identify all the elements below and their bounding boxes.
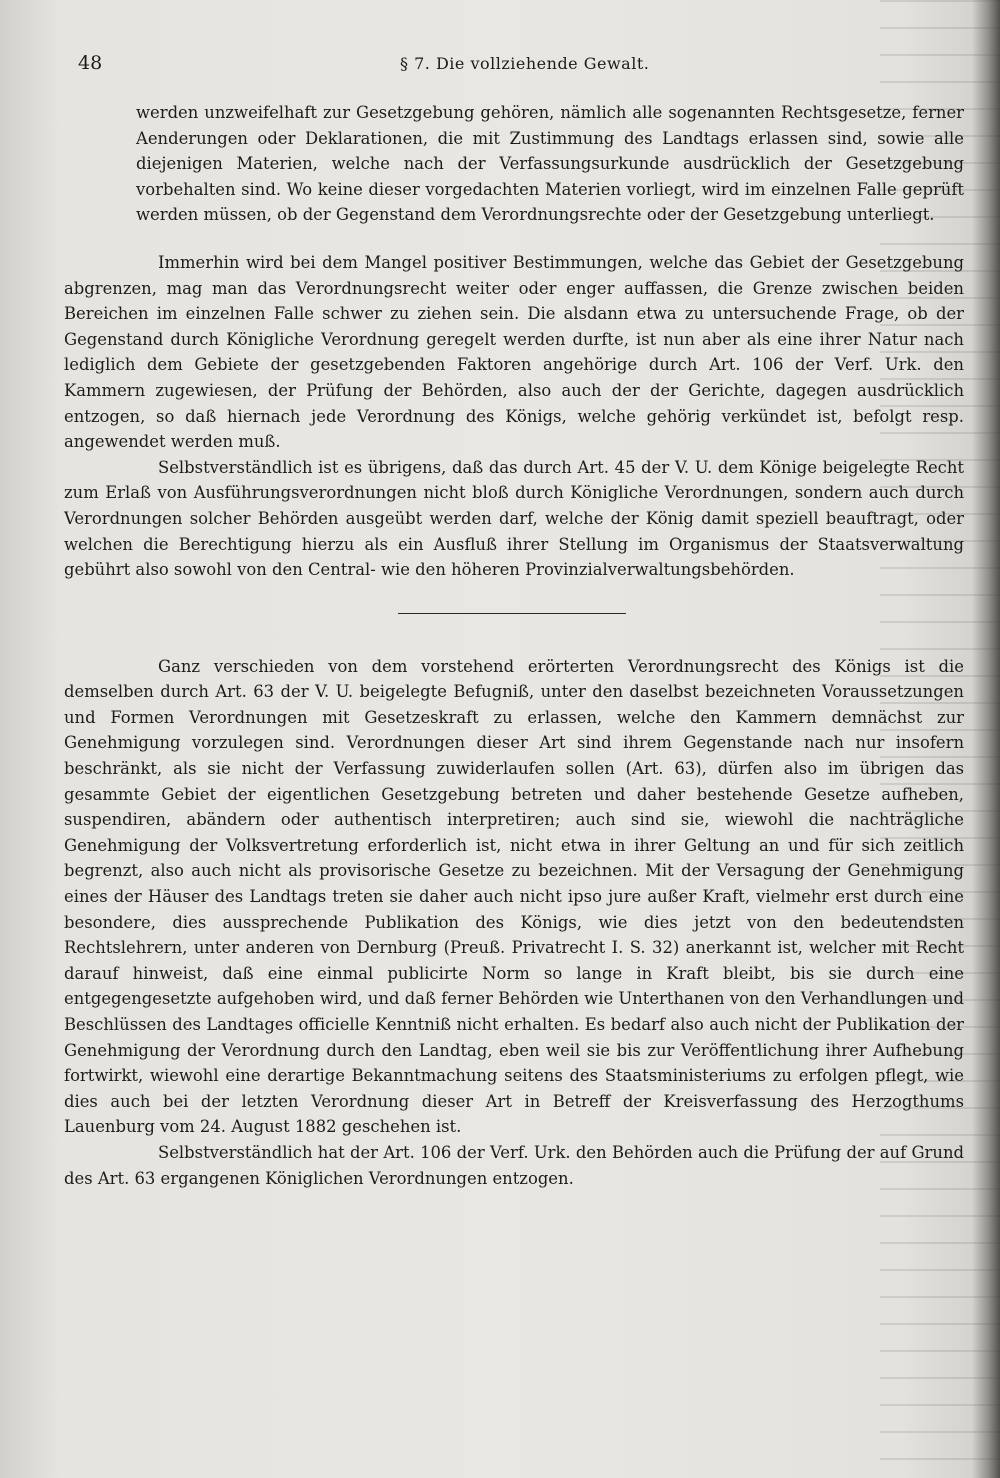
body-text	[64, 100, 964, 1191]
paragraph-continued: werden unzweifelhaft zur Gesetzgebung gehören, nämlich alle sogenannten Rechtsgesetze, ferner Aenderungen oder Deklarationen, die mit Zustimmung des Landtags erlassen sind, sowie alle diejenigen Materien, welche nach der Verfassungsurkunde ausdrücklich der Gesetzgebung vorbehalten sind. Wo keine dieser vorgedachten Materien vorliegt, wird im einzelnen Falle geprüft werden müssen, ob der Gegenstand dem Verordnungsrechte oder der Gesetzgebung unterliegt.	[136, 103, 964, 225]
paragraph: Selbstverständlich hat der Art. 106 der Verf. Urk. den Behörden auch die Prüfung der auf Grund des Art. 63 ergangenen Königlichen Verordnungen entzogen.	[64, 1142, 964, 1188]
page-gutter-shadow	[972, 0, 1000, 1478]
section-divider	[398, 613, 626, 614]
paragraph: Immerhin wird bei dem Mangel positiver Bestimmungen, welche das Gebiet der Gesetzgebung abgrenzen, mag man das Verordnungsrecht weiter oder enger auffassen, die Grenze zwischen beiden Bereichen im einzelnen Falle schwer zu ziehen sein. Die alsdann etwa zu untersuchende Frage, ob der Gegenstand durch Königliche Verordnung geregelt werden durfte, ist nun aber als eine ihrer Natur nach lediglich dem Gebiete der gesetzgebenden Faktoren angehörige durch Art. 106 der Verf. Urk. den Kammern zugewiesen, der Prüfung der Behörden, also auch der der Gerichte, dagegen ausdrücklich entzogen, so daß hiernach jede Verordnung des Königs, welche gehörig verkündet ist, befolgt resp. angewendet werden muß.	[64, 252, 964, 452]
page-number: 48	[78, 52, 103, 74]
page-header	[78, 52, 940, 84]
paragraph: Ganz verschieden von dem vorstehend erörterten Verordnungsrecht des Königs ist die demselben durch Art. 63 der V. U. beigelegte Befugniß, unter den daselbst bezeichneten Voraussetzungen und Formen Verordnungen mit Gesetzeskraft zu erlassen, welche den Kammern demnächst zur Genehmigung vorzulegen sind. Verordnungen dieser Art sind ihrem Gegenstande nach nur insofern beschränkt, als sie nicht der Verfassung zuwiderlaufen sollen (Art. 63), dürfen also im übrigen das gesammte Gebiet der eigentlichen Gesetzgebung betreten und daher bestehende Gesetze aufheben, suspendiren, abändern oder authentisch interpretiren; auch sind sie, wiewohl die nachträgliche Genehmigung der Volksvertretung erforderlich ist, nicht etwa in ihrer Geltung an und für sich zeitlich begrenzt, also auch nicht als provisorische Gesetze zu bezeichnen. Mit der Versagung der Genehmigung eines der Häuser des Landtags treten sie daher auch nicht ipso jure außer Kraft, vielmehr erst durch eine besondere, dies aussprechende Publikation des Königs, wie dies jetzt von den bedeutendsten Rechtslehrern, unter anderen von Dernburg (Preuß. Privatrecht I. S. 32) anerkannt ist, welcher mit Recht darauf hinweist, daß eine einmal publicirte Norm so lange in Kraft bleibt, bis sie durch eine entgegengesetzte aufgehoben wird, und daß ferner Behörden wie Unterthanen von den Verhandlungen und Beschlüssen des Landtages officielle Kenntniß nicht erhalten. Es bedarf also auch nicht der Publikation der Genehmigung der Verordnung durch den Landtag, eben weil sie bis zur Veröffentlichung ihrer Aufhebung fortwirkt, wiewohl eine derartige Bekanntmachung seitens des Staatsministeriums zu erfolgen pflegt, wie dies auch bei der letzten Verordnung dieser Art in Betreff der Kreisverfassung des Herzogthums Lauenburg vom 24. August 1882 geschehen ist.	[64, 656, 964, 1137]
running-head: § 7. Die vollziehende Gewalt.	[400, 54, 650, 73]
paragraph: Selbstverständlich ist es übrigens, daß das durch Art. 45 der V. U. dem Könige beigelegte Recht zum Erlaß von Ausführungsverordnungen nicht bloß durch Königliche Verordnungen, sondern auch durch Verordnungen solcher Behörden ausgeübt werden darf, welche der König damit speziell beauftragt, oder welchen die Berechtigung hierzu als ein Ausfluß ihrer Stellung im Organismus der Staatsverwaltung gebührt also sowohl von den Central- wie den höheren Provinzialverwaltungsbehörden.	[64, 457, 964, 580]
